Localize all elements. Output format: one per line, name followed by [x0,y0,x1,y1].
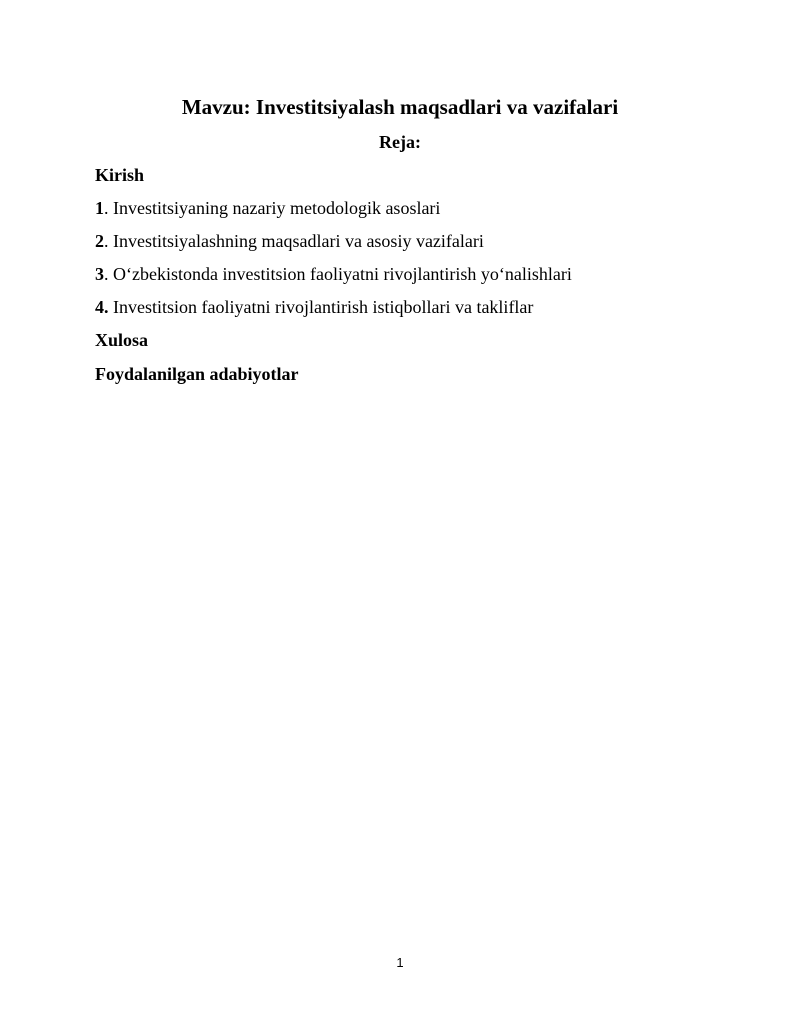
plan-item-number: 2 [95,231,104,251]
conclusion-heading: Xulosa [95,330,149,350]
plan-item-separator: . [104,198,109,218]
plan-item [95,230,484,252]
plan-item-number: 3 [95,264,104,284]
intro-heading: Kirish [95,165,145,185]
references-heading: Foydalanilgan adabiyotlar [95,364,299,384]
plan-item-text: Investitsiyaning nazariy metodologik asoslari [108,198,441,218]
plan-item-separator: . [104,231,109,251]
plan-heading: Reja: [379,132,421,152]
plan-item [95,197,440,219]
document-title: Mavzu: Investitsiyalash maqsadlari va vazifalari [181,95,619,119]
page-number: 1 [396,955,404,970]
plan-item-text: O‘zbekistonda investitsion faoliyatni rivojlantirish yo‘nalishlari [108,264,572,284]
plan-item-number: 4. [95,297,109,317]
plan-item [95,296,533,318]
plan-item [95,263,572,285]
plan-item-number: 1 [95,198,104,218]
plan-item-text: Investitsiyalashning maqsadlari va asosiy vazifalari [108,231,484,251]
plan-item-text: Investitsion faoliyatni rivojlantirish istiqbollari va takliflar [108,297,534,317]
plan-item-separator: . [104,264,109,284]
